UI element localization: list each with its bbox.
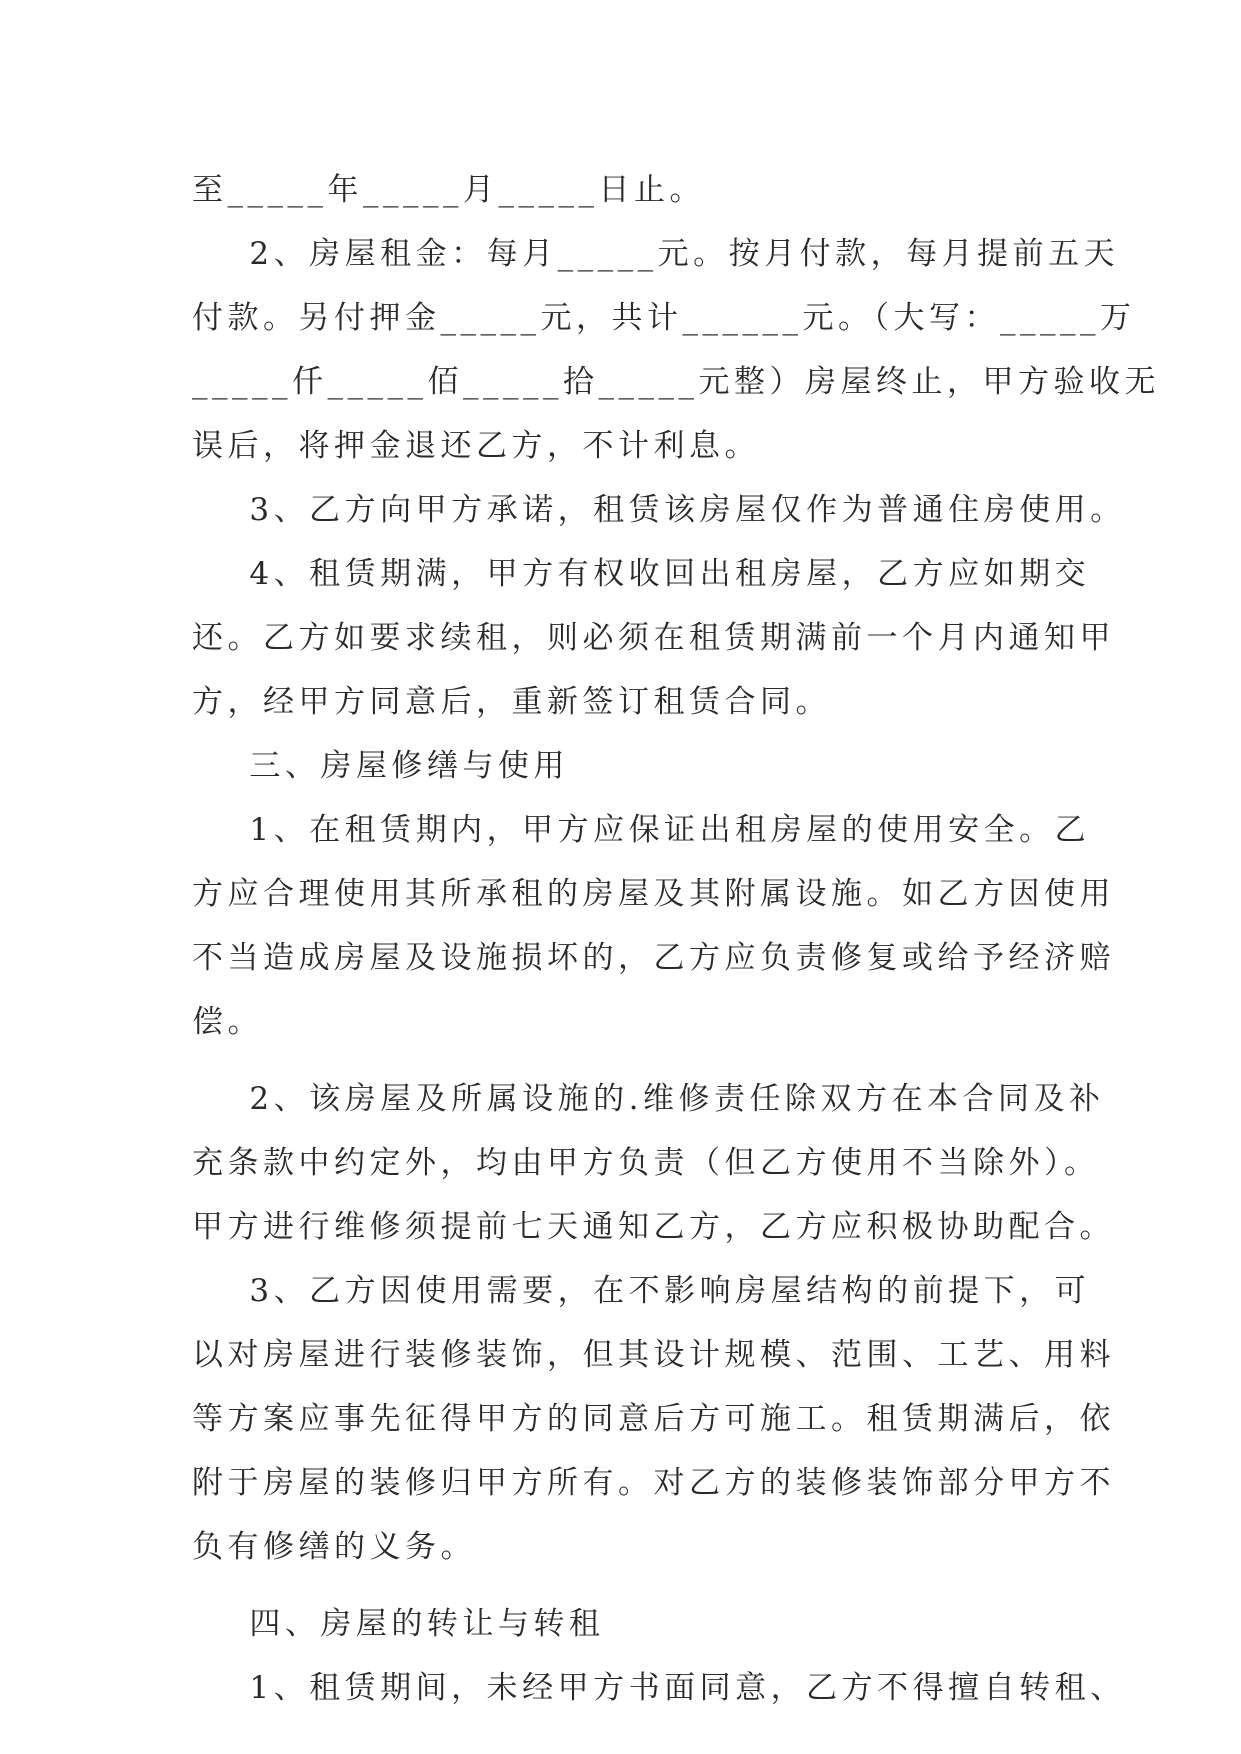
section-heading: 四、房屋的转让与转租 [192, 1606, 605, 1642]
text-line: 附于房屋的装修归甲方所有。对乙方的装修装饰部分甲方不 [192, 1465, 1115, 1501]
text-line: 1、在租赁期内，甲方应保证出租房屋的使用安全。乙 [192, 812, 1091, 848]
text-line: 等方案应事先征得甲方的同意后方可施工。租赁期满后，依 [192, 1401, 1115, 1437]
text-line: 偿。 [192, 1004, 263, 1040]
text-line: 至_____年_____月_____日止。 [192, 172, 705, 208]
text-line: 负有修缮的义务。 [192, 1529, 476, 1565]
paragraph-gap [192, 1054, 1072, 1067]
text-line: _____仟_____佰_____拾_____元整）房屋终止，甲方验收无 [192, 364, 1160, 400]
text-line: 2、房屋租金：每月_____元。按月付款，每月提前五天 [192, 236, 1120, 272]
document-body [192, 158, 1160, 1720]
text-line: 方，经甲方同意后，重新签订租赁合同。 [192, 684, 831, 720]
text-line: 1、租赁期间，未经甲方书面同意，乙方不得擅自转租、 [192, 1670, 1126, 1706]
text-line: 4、租赁期满，甲方有权收回出租房屋，乙方应如期交 [192, 556, 1091, 592]
text-line: 以对房屋进行装修装饰，但其设计规模、范围、工艺、用料 [192, 1337, 1115, 1373]
text-line: 误后，将押金退还乙方，不计利息。 [192, 428, 760, 464]
text-line: 方应合理使用其所承租的房屋及其附属设施。如乙方因使用 [192, 876, 1115, 912]
text-line: 付款。另付押金_____元，共计______元。（大写：_____万 [192, 300, 1136, 336]
text-line: 甲方进行维修须提前七天通知乙方，乙方应积极协助配合。 [192, 1209, 1115, 1245]
text-line: 3、乙方因使用需要，在不影响房屋结构的前提下，可 [192, 1273, 1091, 1309]
text-line: 2、该房屋及所属设施的.维修责任除双方在本合同及补 [192, 1081, 1105, 1117]
text-line: 充条款中约定外，均由甲方负责（但乙方使用不当除外）。 [192, 1145, 1100, 1181]
text-line: 不当造成房屋及设施损坏的，乙方应负责修复或给予经济赔 [192, 940, 1115, 976]
text-line: 还。乙方如要求续租，则必须在租赁期满前一个月内通知甲 [192, 620, 1115, 656]
text-line: 3、乙方向甲方承诺，租赁该房屋仅作为普通住房使用。 [192, 492, 1126, 528]
paragraph-gap [192, 1579, 1072, 1592]
section-heading: 三、房屋修缮与使用 [192, 748, 569, 784]
